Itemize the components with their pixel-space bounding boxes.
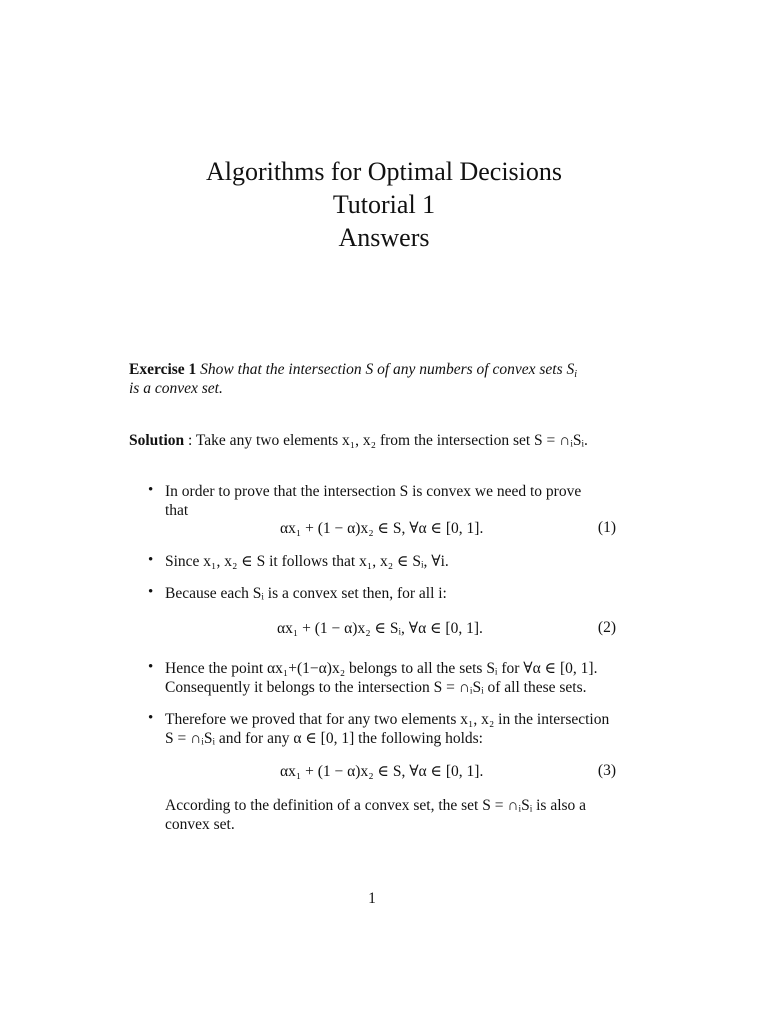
conclusion-line-1: According to the definition of a convex set, the set S = ∩ᵢSᵢ is also a xyxy=(165,797,587,814)
exercise-statement-sub: i xyxy=(574,369,578,380)
bullet-5-line-2: S = ∩ᵢSᵢ and for any α ∈ [0, 1] the following holds: xyxy=(165,730,483,747)
equation-3: αx₁ + (1 − α)x₂ ∈ S, ∀α ∈ [0, 1]. xyxy=(280,763,484,780)
page-number: 1 xyxy=(368,890,376,907)
equation-3-number: (3) xyxy=(597,762,616,779)
bullet-marker: • xyxy=(148,552,154,568)
equation-2: αx₁ + (1 − α)x₂ ∈ Sᵢ, ∀α ∈ [0, 1]. xyxy=(277,620,483,637)
bullet-4-line-1: Hence the point αx₁+(1−α)x₂ belongs to all the sets Sᵢ for ∀α ∈ [0, 1]. xyxy=(165,660,598,677)
solution-text: : Take any two elements x₁, x₂ from the intersection set S = ∩ᵢSᵢ. xyxy=(188,432,588,449)
bullet-2: Since x₁, x₂ ∈ S it follows that x₁, x₂ ∈ Sᵢ, ∀i. xyxy=(165,553,449,570)
bullet-marker: • xyxy=(148,584,154,600)
solution-label: Solution xyxy=(129,432,185,449)
bullet-5 xyxy=(165,710,625,748)
title-line-1: Algorithms for Optimal Decisions xyxy=(205,157,562,186)
bullet-4 xyxy=(165,659,625,697)
bullet-marker: • xyxy=(148,482,154,498)
bullet-1-line-1: In order to prove that the intersection S is convex we need to prove xyxy=(165,483,582,500)
exercise-block xyxy=(129,360,619,398)
title-line-3: Answers xyxy=(338,223,430,252)
solution-block xyxy=(129,431,629,450)
exercise-statement-b: is a convex set. xyxy=(129,380,223,397)
document-title xyxy=(0,155,768,254)
equation-1: αx₁ + (1 − α)x₂ ∈ S, ∀α ∈ [0, 1]. xyxy=(280,520,484,537)
exercise-label: Exercise 1 xyxy=(129,361,197,378)
bullet-4-line-2: Consequently it belongs to the intersection S = ∩ᵢSᵢ of all these sets. xyxy=(165,679,587,696)
bullet-1 xyxy=(165,482,620,520)
conclusion-line-2: convex set. xyxy=(165,816,235,833)
bullet-5-line-1: Therefore we proved that for any two elements x₁, x₂ in the intersection xyxy=(165,711,610,728)
title-line-2: Tutorial 1 xyxy=(332,190,436,219)
bullet-marker: • xyxy=(148,710,154,726)
equation-2-number: (2) xyxy=(597,619,616,636)
bullet-3: Because each Sᵢ is a convex set then, for all i: xyxy=(165,585,447,602)
equation-1-number: (1) xyxy=(597,519,616,536)
bullet-1-line-2: that xyxy=(165,502,189,519)
conclusion-paragraph xyxy=(165,796,625,834)
bullet-marker: • xyxy=(148,659,154,675)
exercise-statement-a: Show that the intersection S of any numbers of convex sets S xyxy=(200,361,575,378)
